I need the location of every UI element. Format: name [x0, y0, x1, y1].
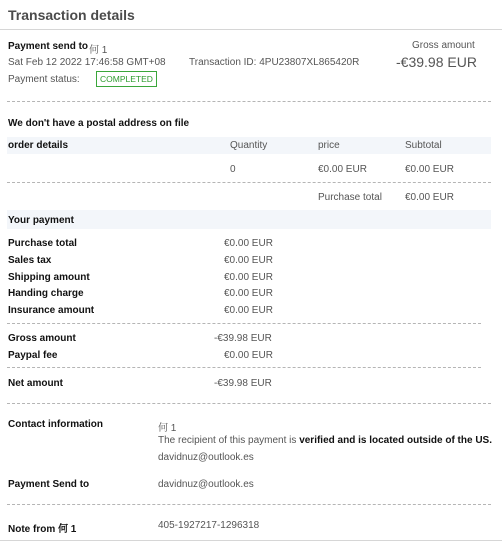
recipient-name: 何 1: [89, 45, 108, 56]
sales-tax-label: Sales tax: [8, 255, 52, 266]
gross-amount-value: -€39.98 EUR: [396, 54, 477, 70]
bottom-divider: [0, 540, 502, 541]
net-amount-label: Net amount: [8, 378, 63, 389]
shipping-amount-value: €0.00 EUR: [224, 272, 273, 283]
purchase-total-row-value: €0.00 EUR: [224, 238, 273, 249]
divider: [7, 101, 491, 102]
contact-email: davidnuz@outlook.es: [158, 452, 254, 463]
payment-status-label: Payment status:: [8, 74, 80, 85]
transaction-date: Sat Feb 12 2022 17:46:58 GMT+08: [8, 57, 166, 68]
gross-amount-row-label: Gross amount: [8, 333, 76, 344]
your-payment-header: [7, 210, 491, 229]
verified-text: verified and is located outside of the US.: [299, 435, 492, 446]
transaction-id: Transaction ID: 4PU23807XL865420R: [189, 57, 360, 68]
shipping-amount-label: Shipping amount: [8, 272, 90, 283]
price-header: price: [318, 140, 340, 151]
title-divider: [0, 29, 502, 30]
order-subtotal: €0.00 EUR: [405, 164, 454, 175]
recipient-verification: [158, 435, 492, 446]
handing-charge-label: Handing charge: [8, 288, 84, 299]
payment-send-to-email: davidnuz@outlook.es: [158, 479, 254, 490]
divider: [7, 403, 491, 404]
divider: [7, 182, 491, 183]
order-details-header: order details: [8, 140, 69, 151]
insurance-amount-value: €0.00 EUR: [224, 305, 273, 316]
page-title: Transaction details: [8, 7, 135, 23]
payment-send-to-row-label: Payment Send to: [8, 479, 90, 490]
divider: [7, 367, 481, 368]
gross-amount-label: Gross amount: [412, 40, 475, 51]
order-price: €0.00 EUR: [318, 164, 367, 175]
contact-information-label: Contact information: [8, 419, 103, 430]
purchase-total-row-label: Purchase total: [8, 238, 77, 249]
divider: [7, 504, 491, 505]
contact-name: 何 1: [158, 423, 177, 434]
handing-charge-value: €0.00 EUR: [224, 288, 273, 299]
insurance-amount-label: Insurance amount: [8, 305, 95, 316]
purchase-total-label: Purchase total: [318, 192, 382, 203]
gross-amount-row-value: -€39.98 EUR: [214, 333, 272, 344]
quantity-header: Quantity: [230, 140, 268, 151]
divider: [7, 323, 481, 324]
your-payment-title: Your payment: [8, 215, 74, 226]
note-label: Note from 何 1: [8, 524, 77, 535]
net-amount-value: -€39.98 EUR: [214, 378, 272, 389]
purchase-total-value: €0.00 EUR: [405, 192, 454, 203]
postal-message: We don't have a postal address on file: [8, 118, 190, 129]
order-quantity: 0: [230, 164, 236, 175]
recipient-text: The recipient of this payment is: [158, 435, 300, 446]
subtotal-header: Subtotal: [405, 140, 442, 151]
paypal-fee-value: €0.00 EUR: [224, 350, 273, 361]
sales-tax-value: €0.00 EUR: [224, 255, 273, 266]
paypal-fee-label: Paypal fee: [8, 350, 58, 361]
note-value: 405-1927217-1296318: [158, 520, 260, 531]
status-badge: COMPLETED: [96, 71, 157, 87]
payment-send-to-label: Payment send to: [8, 41, 89, 52]
